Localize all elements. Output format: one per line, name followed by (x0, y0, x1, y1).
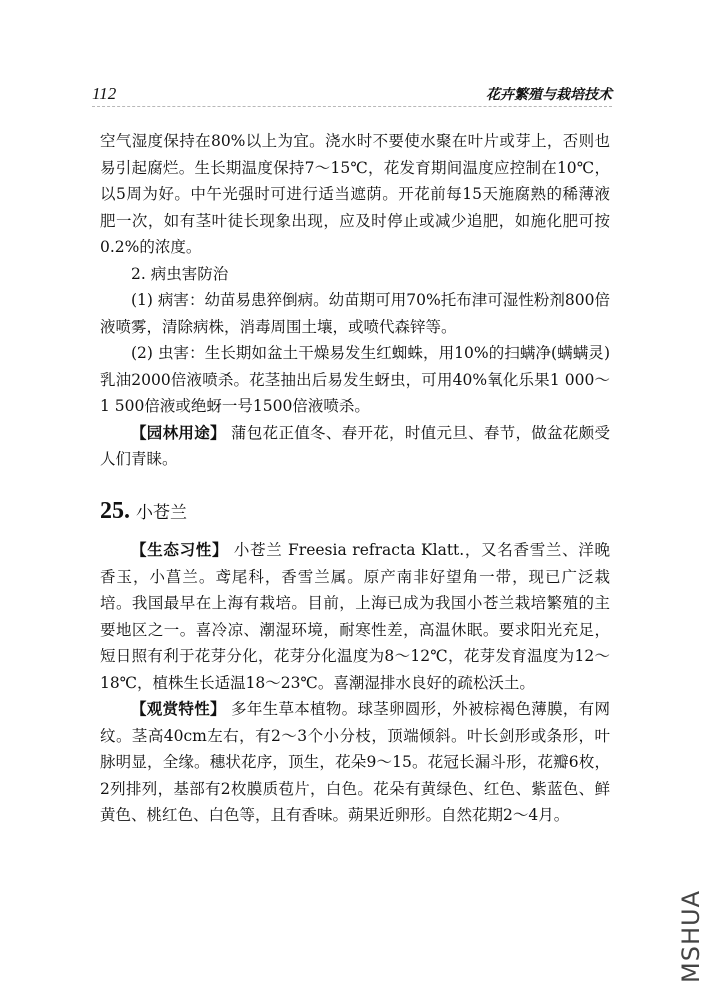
section-number: 25. (100, 498, 130, 524)
paragraph-insects: (2) 虫害：生长期如盆土干燥易发生红蜘蛛，用10%的扫螨净(螨螨灵)乳油2000倍液喷杀。花茎抽出后易发生蚜虫，可用40%氧化乐果1 000～1 500倍液或绝蚜一号1500倍液喷杀。 (100, 344, 610, 415)
ornamental-text: 多年生草本植物。球茎卵圆形，外被棕褐色薄膜，有网纹。茎高40cm左右，有2～3个小分枝，顶端倾斜。叶长剑形或条形，叶脉明显，全缘。穗状花序，顶生，花朵9～15。花冠长漏斗形，花瓣6枚，2列排列，基部有2枚膜质苞片，白色。花朵有黄绿色、红色、紫蓝色、鲜黄色、桃红色、白色等，且有香味。蒴果近卵形。自然花期2～4月。 (100, 700, 610, 824)
label-ornamental: 【观赏特性】 (131, 700, 226, 718)
garden-use-text: 蒲包花正值冬、春开花，时值元旦、春节，做盆花颇受人们青睐。 (100, 423, 610, 468)
section-title: 小苍兰 (136, 503, 187, 523)
page-number: 112 (92, 84, 117, 103)
paragraph-disease: (1) 病害：幼苗易患猝倒病。幼苗期可用70%托布津可湿性粉剂800倍液喷雾，清除病株，消毒周围土壤，或喷代森锌等。 (100, 291, 610, 336)
paragraph-ornamental (100, 696, 610, 829)
paragraph-watering: 空气湿度保持在80%以上为宜。浇水时不要使水聚在叶片或芽上，否则也易引起腐烂。生长期温度保持7～15℃，花发育期间温度应控制在10℃，以5周为好。中午光强时可进行适当遮荫。开花前每15天施腐熟的稀薄液肥一次，如有茎叶徒长现象出现，应及时停止或减少追肥，如施化肥可按0.2%的浓度。 (100, 132, 610, 256)
paragraph-ecology (100, 537, 610, 696)
text-block-upper (100, 128, 610, 473)
paragraph-garden-use (100, 420, 610, 473)
ecology-text: 小苍兰 Freesia refracta Klatt.，又名香雪兰、洋晚香玉，小菖兰。鸢尾科，香雪兰属。原产南非好望角一带，现已广泛栽培。我国最早在上海有栽培。目前，上海已成为我国小苍兰栽培繁殖的主要地区之一。喜冷凉、潮湿环境，耐寒性差，高温休眠。要求阳光充足，短日照有利于花芽分化，花芽分化温度为8～12℃，花芽发育温度为12～18℃，植株生长适温18～23℃。喜潮湿排水良好的疏松沃土。 (100, 541, 610, 692)
running-title: 花卉繁殖与栽培技术 (486, 87, 612, 103)
label-garden-use: 【园林用途】 (131, 423, 226, 442)
watermark: MSHUA (677, 890, 705, 983)
section-heading (100, 498, 187, 525)
label-ecology: 【生态习性】 (131, 541, 229, 559)
subheading-pest-control: 2. 病虫害防治 (131, 264, 229, 283)
text-block-lower (100, 537, 610, 829)
page-header (92, 84, 612, 107)
